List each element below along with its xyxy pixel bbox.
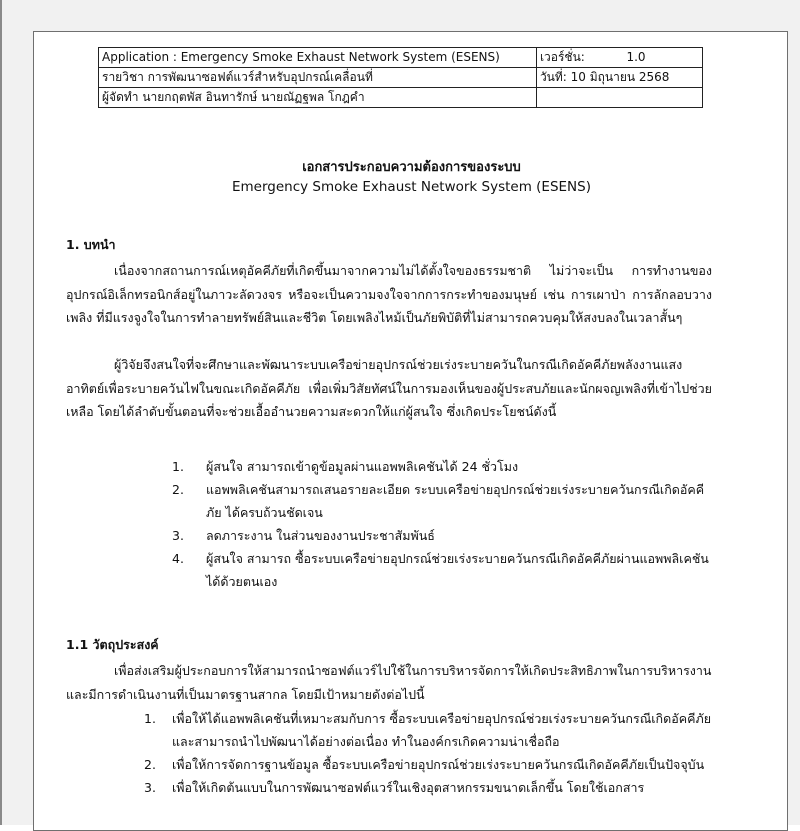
section-heading-objectives: 1.1 วัตถุประสงค์ <box>66 637 159 652</box>
list-item <box>172 455 712 478</box>
objectives-paragraph: เพื่อส่งเสริมผู้ประกอบการให้สามารถนำซอฟต์แวร์ไปใช้ในการบริหารจัดการให้เกิดประสิทธิภาพในการบริหารงาน และมีการดำเนินงานที่เป็นมาตรฐานสากล โดยมีเป้าหมายดังต่อไปนี้ <box>66 663 712 702</box>
course-label: รายวิชา การพัฒนาซอฟต์แวร์สำหรับอุปกรณ์เคลื่อนที่ <box>99 68 537 88</box>
list-item-number: 3. <box>172 528 184 543</box>
list-item-text: เพื่อให้เกิดต้นแบบในการพัฒนาซอฟต์แวร์ในเชิงอุตสาหกรรมขนาดเล็กขึ้น โดยใช้เอกสาร <box>172 780 645 795</box>
header-row-application <box>99 48 703 68</box>
benefits-list <box>172 455 712 593</box>
header-row-authors <box>99 88 703 108</box>
list-item-text: ลดภาระงาน ในส่วนของงานประชาสัมพันธ์ <box>206 528 435 543</box>
list-item-number: 2. <box>172 482 184 497</box>
authors-label: ผู้จัดทำ นายกฤตพัส อินทารักษ์ นายณัฏฐพล โกฎคำ <box>99 88 537 108</box>
header-table <box>98 47 703 108</box>
version-cell <box>536 48 702 68</box>
intro-paragraph-2: ผู้วิจัยจึงสนใจที่จะศึกษาและพัฒนาระบบเครือข่ายอุปกรณ์ช่วยเร่งระบายควันในกรณีเกิดอัคคีภัยพลังงานแสงอาทิตย์เพื่อระบายควันไฟในขณะเกิดอัคคีภัย เพื่อเพิ่มวิสัยทัศน์ในการมองเห็นของผู้ประสบภัยและนักผจญเพลิงที่เข้าไปช่วยเหลือ โดยได้ลำดับขั้นตอนที่จะช่วยเอื้ออำนวยความสะดวกให้แก่ผู้สนใจ ซึ่งเกิดประโยชน์ดังนี้ <box>66 357 712 419</box>
list-item <box>144 776 712 799</box>
list-item-text: แอพพลิเคชันสามารถเสนอรายละเอียด ระบบเครือข่ายอุปกรณ์ช่วยเร่งระบายควันกรณีเกิดอัคคีภัย ได้ครบถ้วนชัดเจน <box>206 482 705 520</box>
list-item-number: 4. <box>172 551 184 566</box>
list-item-text: ผู้สนใจ สามารถ ซื้อระบบเครือข่ายอุปกรณ์ช่วยเร่งระบายควันกรณีเกิดอัคคีภัยผ่านแอพพลิเคชันได้ด้วยตนเอง <box>206 551 709 589</box>
list-item-number: 1. <box>172 459 184 474</box>
objectives-list <box>144 707 712 799</box>
application-label: Application : Emergency Smoke Exhaust Network System (ESENS) <box>99 48 537 68</box>
document-title-thai: เอกสารประกอบความต้องการของระบบ <box>302 160 521 175</box>
header-row-course <box>99 68 703 88</box>
list-item <box>172 478 712 524</box>
list-item <box>144 753 712 776</box>
document-page <box>33 31 788 831</box>
document-title-english: Emergency Smoke Exhaust Network System (ESENS) <box>232 179 591 195</box>
intro-paragraph-1: เนื่องจากสถานการณ์เหตุอัคคีภัยที่เกิดขึ้นมาจากความไม่ได้ตั้งใจของธรรมชาติ ไม่ว่าจะเป็น การทำงานของอุปกรณ์อิเล็กทรอนิกส์อยู่ในภาวะลัดวงจร หรือจะเป็นความจงใจจากการกระทำของมนุษย์ เช่น การเผาป่า การลักลอบวางเพลิง ที่มีแรงจูงใจในการทำลายทรัพย์สินและชีวิต โดยเพลิงไหม้เป็นภัยพิบัติที่ไม่สามารถควบคุมให้สงบลงในเวลาสั้นๆ <box>66 263 712 325</box>
list-item <box>144 707 712 753</box>
date-label: วันที่: 10 มิถุนายน 2568 <box>536 68 702 88</box>
list-item-text: ผู้สนใจ สามารถเข้าดูข้อมูลผ่านแอพพลิเคชันได้ 24 ชั่วโมง <box>206 459 519 474</box>
list-item <box>172 547 712 593</box>
list-item-text: เพื่อให้ได้แอพพลิเคชันที่เหมาะสมกับการ ซื้อระบบเครือข่ายอุปกรณ์ช่วยเร่งระบายควันกรณีเกิดอัคคีภัย และสามารถนำไปพัฒนาได้อย่างต่อเนื่อง ทำในองค์กรเกิดความน่าเชื่อถือ <box>172 711 712 749</box>
list-item-number: 1. <box>144 711 156 726</box>
list-item <box>172 524 712 547</box>
version-value: 1.0 <box>626 50 646 64</box>
section-heading-intro: 1. บทนำ <box>66 237 116 252</box>
version-label: เวอร์ชั่น: <box>539 50 585 64</box>
list-item-number: 3. <box>144 780 156 795</box>
list-item-text: เพื่อให้การจัดการฐานข้อมูล ซื้อระบบเครือข่ายอุปกรณ์ช่วยเร่งระบายควันกรณีเกิดอัคคีภัยเป็นปัจจุบัน <box>172 757 705 772</box>
viewer-edge <box>0 0 2 825</box>
empty-cell <box>536 88 702 108</box>
list-item-number: 2. <box>144 757 156 772</box>
